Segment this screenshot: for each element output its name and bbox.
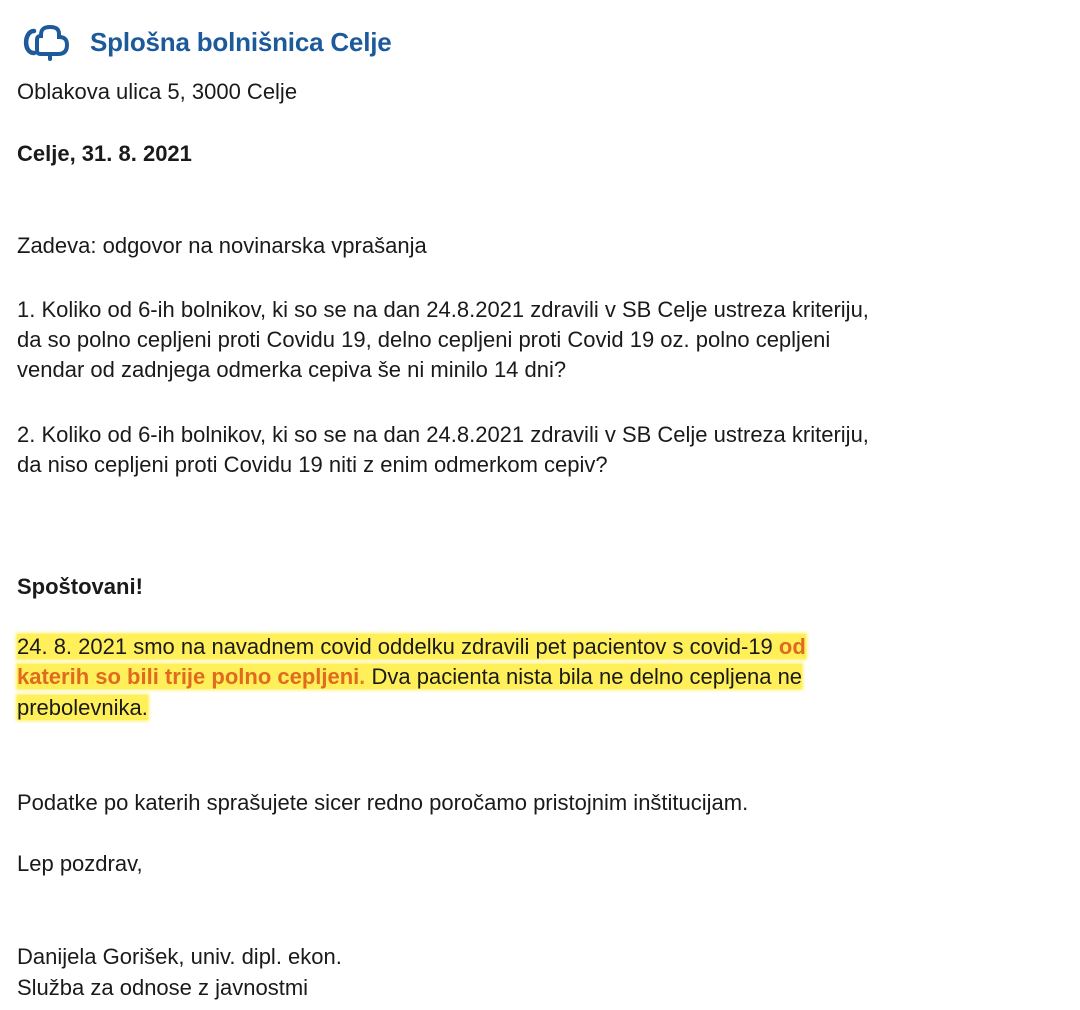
letter-date: Celje, 31. 8. 2021 [17, 141, 192, 166]
org-name: Splošna bolnišnica Celje [90, 26, 392, 57]
letter-subject: Zadeva: odgovor na novinarska vprašanja [17, 233, 427, 258]
question1-line2: da so polno cepljeni proti Covidu 19, delno cepljeni proti Covid 19 oz. polno cepljeni [17, 327, 831, 352]
question2-line2: da niso cepljeni proti Covidu 19 niti z enim odmerkom cepiv? [17, 452, 608, 477]
answer-line1-emphasis: od [778, 634, 806, 659]
question1-line3: vendar od zadnjega odmerka cepiva še ni minilo 14 dni? [17, 357, 567, 382]
org-address: Oblakova ulica 5, 3000 Celje [17, 79, 298, 104]
hospital-logo-icon [20, 23, 80, 61]
signature-department: Služba za odnose z javnostmi [17, 975, 309, 1000]
answer-line1 [17, 633, 806, 661]
question2-line1: 2. Koliko od 6-ih bolnikov, ki so se na dan 24.8.2021 zdravili v SB Celje ustreza kriteriju, [17, 422, 869, 447]
signature-name: Danijela Gorišek, univ. dipl. ekon. [17, 944, 342, 969]
answer-line2 [17, 663, 802, 691]
salutation: Spoštovani! [17, 574, 143, 599]
answer-line1-plain: 24. 8. 2021 smo na navadnem covid oddelku zdravili pet pacientov s covid-19 [17, 634, 779, 659]
question1-line1: 1. Koliko od 6-ih bolnikov, ki so se na dan 24.8.2021 zdravili v SB Celje ustreza kriteriju, [17, 297, 869, 322]
answer-line2-emphasis: katerih so bili trije polno cepljeni. [17, 664, 366, 689]
answer-line3 [17, 694, 148, 722]
answer-line3-plain: prebolevnika. [17, 695, 148, 720]
closing-note: Podatke po katerih sprašujete sicer redno poročamo pristojnim inštitucijam. [17, 790, 749, 815]
answer-line2-plain: Dva pacienta nista bila ne delno cepljena ne [365, 664, 803, 689]
letterhead [20, 22, 392, 62]
greeting: Lep pozdrav, [17, 851, 143, 876]
